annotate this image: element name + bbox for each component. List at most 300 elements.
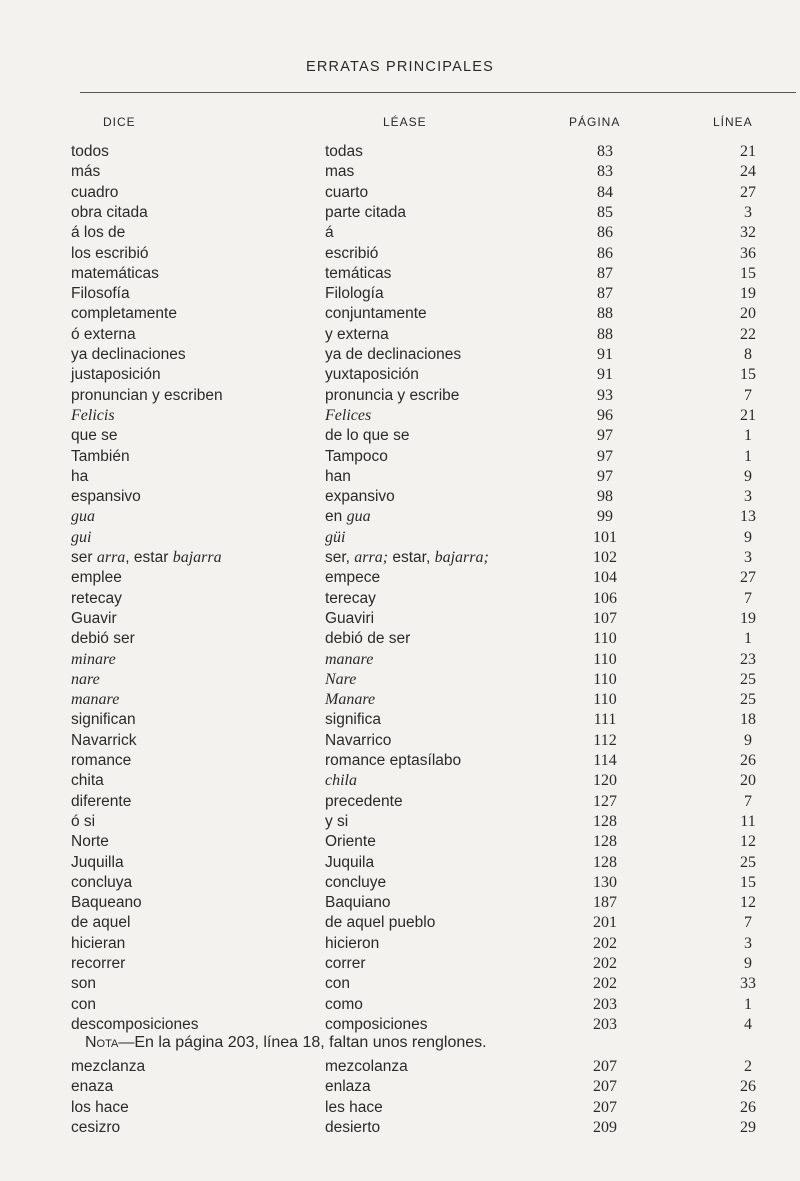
cell-lease — [325, 1078, 371, 1096]
cell-lease-text: romance eptasílabo — [325, 752, 462, 769]
cell-lease-text: cuarto — [325, 183, 369, 201]
table-row — [0, 894, 800, 914]
cell-linea: 7 — [744, 589, 752, 607]
cell-lease-text: desierto — [325, 1118, 381, 1136]
cell-dice: gui — [71, 528, 92, 546]
cell-linea: 20 — [740, 772, 756, 790]
cell-lease-text: mezcolanza — [325, 1058, 408, 1075]
cell-lease-part: ser, — [325, 549, 355, 566]
cell-lease — [325, 590, 376, 608]
cell-lease-text: ya de declinaciones — [325, 346, 462, 363]
cell-pagina: 91 — [597, 366, 613, 384]
cell-dice: Filosofía — [71, 285, 130, 303]
cell-lease-text: temáticas — [325, 264, 392, 282]
cell-pagina: 98 — [597, 488, 613, 506]
table-row — [0, 285, 800, 305]
cell-dice: de aquel — [71, 914, 131, 932]
cell-pagina: 106 — [593, 589, 617, 607]
table-row — [0, 204, 800, 224]
cell-linea: 3 — [744, 203, 752, 221]
cell-pagina: 207 — [593, 1078, 617, 1096]
cell-linea: 4 — [744, 1015, 752, 1033]
cell-pagina: 83 — [597, 143, 613, 160]
cell-dice: ya declinaciones — [71, 346, 186, 363]
cell-lease — [325, 366, 419, 384]
cell-dice: hicieran — [71, 934, 126, 952]
cell-linea: 15 — [740, 873, 756, 891]
cell-lease-text: manare — [325, 650, 374, 668]
cell-pagina: 93 — [597, 386, 613, 404]
cell-pagina: 88 — [597, 325, 613, 343]
cell-dice: romance — [71, 752, 132, 769]
cell-linea: 21 — [740, 143, 756, 160]
cell-pagina: 97 — [597, 447, 613, 465]
cell-lease — [325, 508, 371, 526]
cell-dice: Felicis — [71, 406, 115, 424]
table-row — [0, 529, 800, 549]
cell-lease — [325, 488, 395, 506]
table-row — [0, 752, 800, 772]
cell-lease-text: con — [325, 975, 350, 993]
table-row — [0, 1016, 800, 1036]
cell-lease — [325, 569, 380, 587]
cell-pagina: 207 — [593, 1058, 617, 1075]
cell-dice — [71, 549, 222, 567]
cell-lease — [325, 772, 357, 790]
cell-linea: 23 — [740, 650, 756, 668]
cell-lease — [325, 955, 365, 973]
cell-lease-text: concluye — [325, 873, 387, 891]
table-row — [0, 610, 800, 630]
cell-linea: 3 — [744, 934, 752, 952]
table-row — [0, 630, 800, 650]
cell-dice: cesizro — [71, 1118, 121, 1136]
cell-pagina: 209 — [593, 1118, 617, 1136]
table-row — [0, 651, 800, 671]
cell-linea: 26 — [740, 1098, 756, 1116]
cell-pagina: 101 — [593, 528, 617, 546]
cell-dice: matemáticas — [71, 264, 159, 282]
cell-pagina: 86 — [597, 244, 613, 262]
cell-lease-text: Nare — [325, 670, 357, 688]
cell-dice: También — [71, 447, 130, 465]
header-linea: LÍNEA — [713, 115, 753, 129]
cell-dice: más — [71, 163, 101, 181]
cell-lease-text: escribió — [325, 244, 379, 262]
cell-linea: 25 — [740, 670, 756, 688]
cell-dice: ó si — [71, 812, 96, 830]
cell-lease — [325, 691, 375, 709]
cell-lease-text: Felices — [325, 406, 372, 424]
table-row — [0, 468, 800, 488]
cell-lease-text: hicieron — [325, 934, 380, 952]
cell-dice: justaposición — [71, 366, 161, 384]
cell-pagina: 201 — [593, 914, 617, 932]
cell-lease-text: terecay — [325, 589, 376, 607]
cell-lease-text: mas — [325, 163, 355, 181]
cell-pagina: 111 — [593, 711, 617, 729]
cell-lease-text: y si — [325, 812, 349, 830]
cell-linea: 12 — [740, 894, 756, 912]
cell-linea: 3 — [744, 488, 752, 506]
table-row — [0, 975, 800, 995]
cell-dice: todos — [71, 143, 109, 160]
cell-pagina: 110 — [593, 670, 617, 688]
cell-lease-text: enlaza — [325, 1078, 371, 1096]
cell-lease — [325, 854, 374, 872]
cell-dice-part: arra — [96, 549, 126, 566]
cell-pagina: 102 — [593, 549, 617, 566]
cell-linea: 25 — [740, 691, 756, 709]
cell-linea: 19 — [740, 285, 756, 303]
note-text: —En la página 203, línea 18, faltan unos renglones. — [118, 1034, 487, 1051]
table-row — [0, 508, 800, 528]
cell-dice: completamente — [71, 305, 177, 323]
cell-pagina: 87 — [597, 264, 613, 282]
cell-dice: ha — [71, 467, 89, 485]
header-lease: LÉASE — [383, 115, 427, 129]
cell-dice: los hace — [71, 1098, 129, 1116]
cell-pagina: 104 — [593, 569, 617, 587]
cell-dice-part: , estar — [125, 549, 173, 566]
cell-lease — [325, 975, 350, 993]
cell-pagina: 110 — [593, 630, 617, 648]
cell-lease — [325, 305, 427, 323]
cell-lease-text: á — [325, 224, 334, 242]
cell-lease — [325, 163, 354, 181]
cell-lease-text: como — [325, 995, 363, 1013]
cell-lease-text: empece — [325, 569, 381, 587]
cell-lease — [325, 732, 391, 750]
cell-dice: obra citada — [71, 203, 148, 221]
table-row — [0, 427, 800, 447]
cell-lease — [325, 651, 373, 669]
cell-lease-text: gua — [346, 508, 371, 526]
cell-lease-text: parte citada — [325, 203, 406, 221]
cell-lease — [325, 752, 461, 770]
cell-pagina: 86 — [597, 224, 613, 242]
table-row — [0, 549, 800, 569]
cell-lease-text: Navarrico — [325, 731, 392, 749]
cell-pagina: 120 — [593, 772, 617, 790]
cell-dice: recorrer — [71, 955, 126, 972]
cell-lease-text: güi — [325, 528, 346, 546]
cell-pagina: 202 — [593, 934, 617, 952]
table-row — [0, 346, 800, 366]
cell-pagina: 110 — [593, 691, 617, 709]
cell-lease-text: chila — [325, 772, 357, 790]
table-row — [0, 732, 800, 752]
cell-lease — [325, 894, 391, 912]
cell-pagina: 128 — [593, 833, 617, 851]
cell-linea: 33 — [740, 975, 756, 993]
cell-lease-text: significa — [325, 711, 381, 729]
cell-lease-prefix: en — [325, 508, 347, 526]
cell-lease-text: debió de ser — [325, 630, 411, 648]
cell-lease-text: yuxtaposición — [325, 366, 419, 384]
cell-lease — [325, 793, 403, 811]
note-label: Nota — [85, 1034, 119, 1051]
cell-linea: 9 — [744, 955, 752, 972]
cell-lease — [325, 549, 489, 567]
cell-dice: enaza — [71, 1078, 114, 1096]
header-pagina: PÁGINA — [569, 115, 621, 129]
cell-lease — [325, 671, 356, 689]
table-row — [0, 569, 800, 589]
table-row — [0, 163, 800, 183]
cell-lease-text: Oriente — [325, 833, 376, 851]
cell-linea: 8 — [744, 346, 752, 363]
cell-pagina: 87 — [597, 285, 613, 303]
table-row — [0, 711, 800, 731]
cell-dice: espansivo — [71, 488, 141, 506]
cell-pagina: 91 — [597, 346, 613, 363]
cell-dice: chita — [71, 772, 104, 790]
cell-lease-text: de aquel pueblo — [325, 914, 436, 932]
table-row — [0, 874, 800, 894]
cell-linea: 7 — [744, 792, 752, 810]
cell-lease — [325, 630, 410, 648]
cell-dice: Norte — [71, 833, 109, 851]
cell-lease-part: bajarra; — [434, 549, 489, 566]
table-row — [0, 772, 800, 792]
table-row — [0, 691, 800, 711]
table-row — [0, 1058, 800, 1078]
cell-dice: descomposiciones — [71, 1015, 199, 1033]
cell-lease — [325, 427, 409, 445]
table-row — [0, 793, 800, 813]
cell-linea: 15 — [740, 264, 756, 282]
cell-pagina: 84 — [597, 183, 613, 201]
cell-linea: 29 — [740, 1118, 756, 1136]
cell-pagina: 83 — [597, 163, 613, 181]
table-row — [0, 143, 800, 163]
cell-dice: gua — [71, 508, 95, 526]
cell-pagina: 207 — [593, 1098, 617, 1116]
cell-lease — [325, 1058, 408, 1076]
cell-linea: 24 — [740, 163, 756, 181]
cell-lease — [325, 935, 379, 953]
cell-linea: 20 — [740, 305, 756, 323]
cell-dice: significan — [71, 711, 136, 729]
cell-lease — [325, 1099, 383, 1117]
cell-dice: Navarrick — [71, 731, 137, 749]
cell-lease — [325, 265, 391, 283]
cell-pagina: 187 — [593, 894, 617, 912]
cell-lease-text: correr — [325, 955, 366, 972]
cell-lease — [325, 448, 388, 466]
cell-lease-text: Tampoco — [325, 447, 388, 465]
cell-pagina: 85 — [597, 203, 613, 221]
cell-lease-text: Filología — [325, 285, 384, 303]
cell-linea: 32 — [740, 224, 756, 242]
cell-lease — [325, 874, 386, 892]
table-row — [0, 305, 800, 325]
cell-lease-text: de lo que se — [325, 427, 410, 445]
cell-dice: debió ser — [71, 630, 135, 648]
cell-linea: 9 — [744, 731, 752, 749]
table-row — [0, 1119, 800, 1139]
table-row — [0, 366, 800, 386]
cell-linea: 2 — [744, 1058, 752, 1075]
cell-lease — [325, 204, 406, 222]
cell-linea: 11 — [740, 812, 756, 830]
cell-lease-text: precedente — [325, 792, 403, 810]
cell-lease — [325, 813, 348, 831]
cell-lease — [325, 184, 368, 202]
table-row — [0, 813, 800, 833]
cell-pagina: 110 — [593, 650, 617, 668]
table-row — [0, 1078, 800, 1098]
table-row — [0, 854, 800, 874]
table-row — [0, 671, 800, 691]
cell-pagina: 96 — [597, 406, 613, 424]
table-row — [0, 407, 800, 427]
header-dice: DICE — [103, 115, 136, 129]
table-row — [0, 955, 800, 975]
cell-lease — [325, 468, 351, 486]
table-row — [0, 1099, 800, 1119]
cell-linea: 1 — [744, 995, 752, 1013]
cell-lease — [325, 1119, 380, 1137]
cell-dice: con — [71, 995, 96, 1013]
cell-linea: 3 — [744, 549, 752, 566]
cell-pagina: 130 — [593, 873, 617, 891]
table-row — [0, 224, 800, 244]
table-row — [0, 996, 800, 1016]
cell-dice: Juquilla — [71, 853, 124, 871]
cell-linea: 15 — [740, 366, 756, 384]
cell-linea: 22 — [740, 325, 756, 343]
note — [85, 1034, 487, 1052]
page-title: ERRATAS PRINCIPALES — [306, 59, 494, 75]
cell-lease-text: Guaviri — [325, 609, 375, 627]
cell-lease — [325, 143, 363, 161]
cell-pagina: 97 — [597, 427, 613, 445]
cell-linea: 27 — [740, 183, 756, 201]
cell-lease-text: todas — [325, 143, 363, 160]
cell-dice: diferente — [71, 792, 132, 810]
cell-pagina: 128 — [593, 853, 617, 871]
cell-pagina: 99 — [597, 508, 613, 526]
cell-lease — [325, 529, 345, 547]
cell-dice: Guavir — [71, 609, 117, 627]
cell-dice: los escribió — [71, 244, 149, 262]
cell-dice: nare — [71, 670, 100, 688]
cell-lease — [325, 610, 374, 628]
cell-lease-part: estar, — [388, 549, 435, 566]
cell-dice: concluya — [71, 873, 133, 891]
cell-pagina: 88 — [597, 305, 613, 323]
cell-linea: 9 — [744, 528, 752, 546]
table-row — [0, 265, 800, 285]
cell-linea: 7 — [744, 386, 752, 404]
cell-lease — [325, 346, 461, 364]
cell-linea: 9 — [744, 467, 752, 485]
cell-pagina: 112 — [593, 731, 617, 749]
cell-lease — [325, 407, 371, 425]
cell-dice: mezclanza — [71, 1058, 146, 1075]
cell-linea: 18 — [740, 711, 756, 729]
cell-dice: emplee — [71, 569, 122, 587]
table-row — [0, 914, 800, 934]
cell-dice: manare — [71, 691, 120, 709]
table-row — [0, 387, 800, 407]
cell-lease-text: les hace — [325, 1098, 383, 1116]
cell-lease — [325, 245, 378, 263]
cell-lease — [325, 1016, 428, 1034]
table-row — [0, 245, 800, 265]
cell-lease — [325, 996, 363, 1014]
cell-pagina: 107 — [593, 609, 617, 627]
cell-linea: 1 — [744, 427, 752, 445]
cell-lease-text: han — [325, 467, 351, 485]
cell-dice: son — [71, 975, 96, 993]
cell-lease — [325, 285, 384, 303]
cell-pagina: 203 — [593, 1015, 617, 1033]
cell-pagina: 128 — [593, 812, 617, 830]
cell-pagina: 202 — [593, 975, 617, 993]
table-row — [0, 833, 800, 853]
cell-dice: pronuncian y escriben — [71, 386, 223, 404]
cell-linea: 26 — [740, 1078, 756, 1096]
cell-pagina: 127 — [593, 792, 617, 810]
table-row — [0, 184, 800, 204]
cell-linea: 1 — [744, 447, 752, 465]
cell-lease-text: pronuncia y escribe — [325, 386, 460, 404]
cell-dice: á los de — [71, 224, 126, 242]
cell-linea: 21 — [740, 406, 756, 424]
cell-pagina: 203 — [593, 995, 617, 1013]
cell-dice: ó externa — [71, 325, 136, 343]
cell-lease-text: Manare — [325, 691, 376, 709]
cell-lease-part: arra; — [354, 549, 389, 566]
cell-dice: minare — [71, 650, 116, 668]
cell-linea: 27 — [740, 569, 756, 587]
cell-lease-text: composiciones — [325, 1015, 428, 1033]
cell-dice: retecay — [71, 589, 122, 607]
cell-dice: que se — [71, 427, 118, 445]
cell-linea: 36 — [740, 244, 756, 262]
cell-pagina: 114 — [593, 752, 617, 769]
cell-dice: Baqueano — [71, 894, 142, 912]
cell-linea: 7 — [744, 914, 752, 932]
cell-lease-text: Baquiano — [325, 894, 391, 912]
cell-lease — [325, 833, 376, 851]
cell-dice-part: bajarra — [172, 549, 222, 566]
cell-lease — [325, 711, 381, 729]
cell-dice: cuadro — [71, 183, 119, 201]
cell-linea: 1 — [744, 630, 752, 648]
table-row — [0, 448, 800, 468]
table-row — [0, 488, 800, 508]
cell-lease — [325, 387, 459, 405]
table-row — [0, 326, 800, 346]
cell-lease-text: y externa — [325, 325, 389, 343]
cell-linea: 13 — [740, 508, 756, 526]
header-rule — [80, 92, 796, 93]
cell-dice-part: ser — [71, 549, 97, 566]
table-row — [0, 935, 800, 955]
cell-lease-text: Juquila — [325, 853, 375, 871]
cell-linea: 19 — [740, 609, 756, 627]
cell-linea: 26 — [740, 752, 756, 769]
cell-lease — [325, 224, 334, 242]
cell-pagina: 202 — [593, 955, 617, 972]
cell-lease — [325, 914, 435, 932]
cell-linea: 25 — [740, 853, 756, 871]
cell-linea: 12 — [740, 833, 756, 851]
